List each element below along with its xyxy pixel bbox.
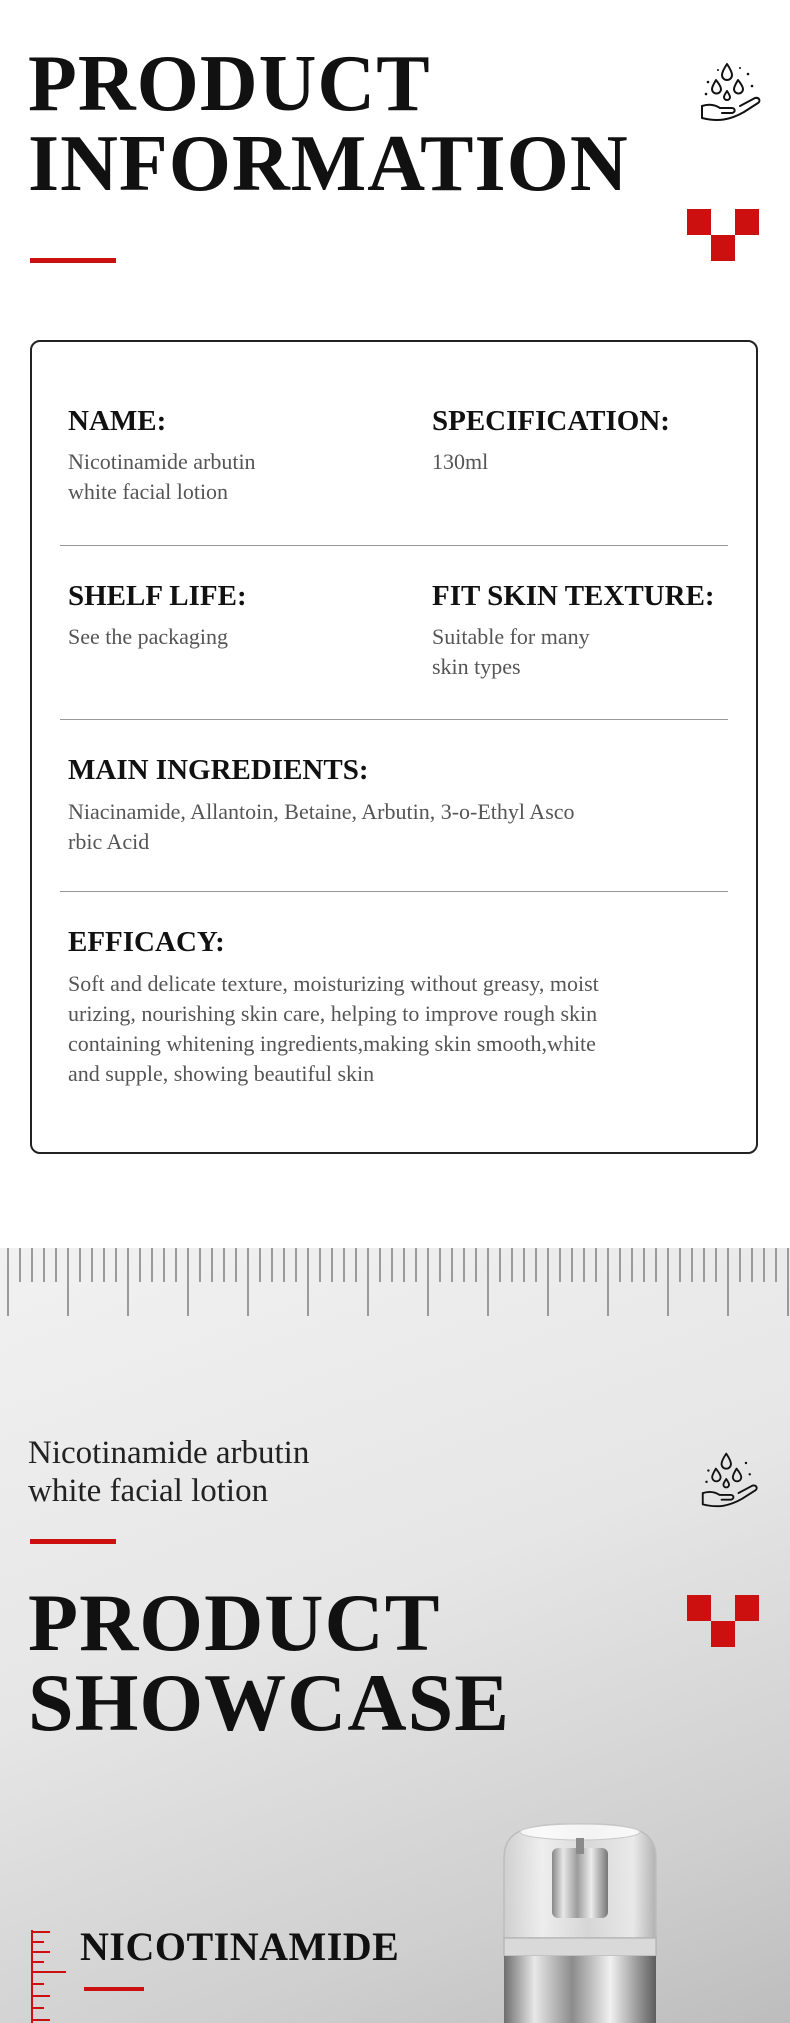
specification-value: 130ml bbox=[432, 449, 489, 474]
accent-line bbox=[30, 258, 116, 263]
divider bbox=[60, 545, 728, 546]
ingredients-label: MAIN INGREDIENTS: bbox=[68, 754, 369, 786]
accent-line bbox=[30, 1539, 116, 1544]
red-ruler-marks-icon bbox=[30, 1928, 74, 2023]
shelf-life-label: SHELF LIFE: bbox=[68, 580, 247, 612]
accent-line bbox=[84, 1987, 144, 1991]
lotion-bottle-icon bbox=[490, 1818, 670, 2023]
efficacy-value: Soft and delicate texture, moisturizing without greasy, moist urizing, nourishing skin care, helping to improve rough skin containing whitening ingredients,making skin smooth,white and supple, showing beautiful skin bbox=[68, 971, 599, 1086]
showcase-subtitle: Nicotinamide arbutin white facial lotion bbox=[28, 1435, 310, 1509]
page-title bbox=[28, 40, 629, 208]
efficacy-label: EFFICACY: bbox=[68, 926, 225, 958]
red-checker-icon bbox=[687, 209, 759, 261]
showcase-section bbox=[0, 1248, 790, 2023]
title-line-1: PRODUCT bbox=[28, 40, 431, 128]
product-info-card bbox=[30, 340, 758, 1154]
divider bbox=[60, 719, 728, 720]
divider bbox=[60, 891, 728, 892]
name-label: NAME: bbox=[68, 405, 167, 437]
specification-label: SPECIFICATION: bbox=[432, 405, 670, 437]
red-checker-icon bbox=[687, 1595, 759, 1647]
skin-texture-value: Suitable for many skin types bbox=[432, 624, 590, 679]
title-line-2: INFORMATION bbox=[28, 120, 629, 208]
hand-droplets-icon bbox=[696, 58, 766, 124]
skin-texture-label: FIT SKIN TEXTURE: bbox=[432, 580, 715, 612]
ruler-icon bbox=[0, 1248, 790, 1318]
name-value: Nicotinamide arbutin white facial lotion bbox=[68, 449, 256, 504]
hand-droplets-icon bbox=[697, 1448, 763, 1510]
ingredients-value: Niacinamide, Allantoin, Betaine, Arbutin, 3-o-Ethyl Asco rbic Acid bbox=[68, 799, 575, 854]
shelf-life-value: See the packaging bbox=[68, 624, 229, 649]
product-name-label: NICOTINAMIDE bbox=[80, 1924, 400, 1969]
showcase-title: PRODUCT SHOWCASE bbox=[28, 1577, 510, 1748]
